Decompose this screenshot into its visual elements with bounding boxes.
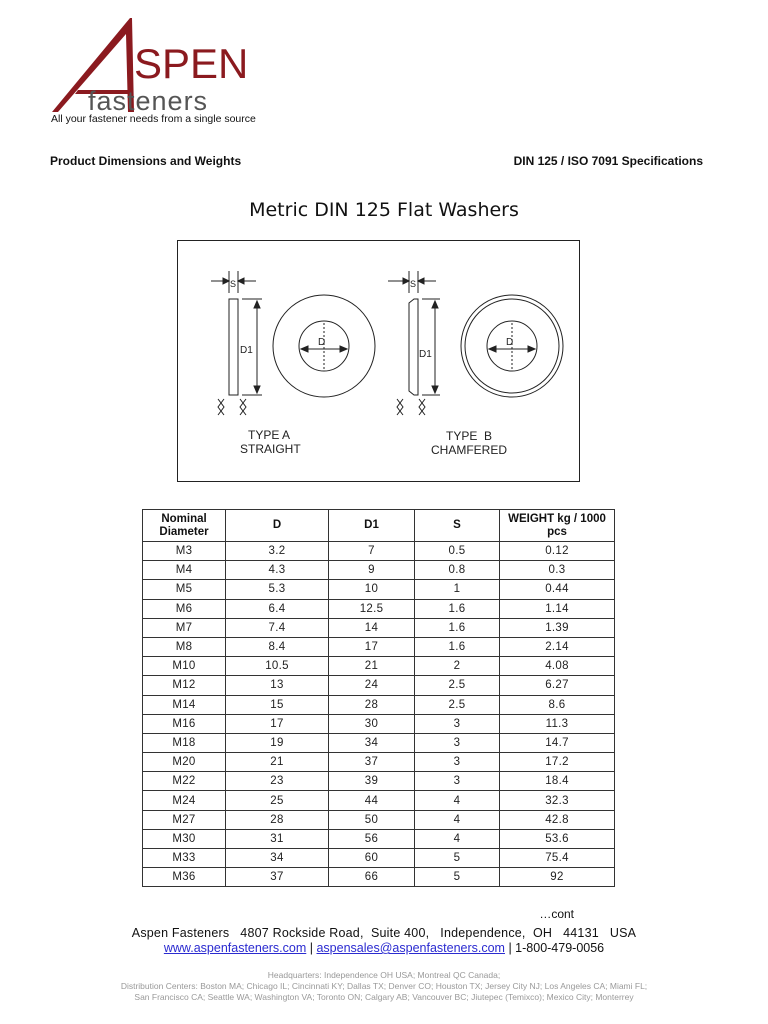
table-cell: 60 <box>329 849 415 868</box>
table-cell: 2.14 <box>500 637 615 656</box>
table-cell: 66 <box>329 868 415 887</box>
table-header-row <box>143 510 615 542</box>
washer-diagram <box>177 240 580 482</box>
table-cell: 3.2 <box>226 542 329 561</box>
table-cell: 18.4 <box>500 772 615 791</box>
table-row <box>143 829 615 848</box>
table-cell: 2 <box>415 657 500 676</box>
table-cell: 13 <box>226 676 329 695</box>
contact-separator: | <box>306 941 317 955</box>
table-row <box>143 791 615 810</box>
logo-brand-text: SPEN <box>134 40 249 87</box>
table-cell: 92 <box>500 868 615 887</box>
table-cell: 5 <box>415 849 500 868</box>
table-row <box>143 868 615 887</box>
label-d1-type-a: D1 <box>240 345 253 356</box>
table-cell: M20 <box>143 753 226 772</box>
table-row <box>143 618 615 637</box>
table-cell: 4 <box>415 810 500 829</box>
headquarters-line: Headquarters: Independence OH USA; Montreal QC Canada; <box>267 970 501 980</box>
table-row <box>143 637 615 656</box>
aspen-fasteners-logo <box>48 14 273 114</box>
table-row <box>143 772 615 791</box>
table-row <box>143 676 615 695</box>
company-address: Aspen Fasteners 4807 Rockside Road, Suite 400, Independence, OH 44131 USA <box>131 926 637 940</box>
table-cell: 11.3 <box>500 714 615 733</box>
table-cell: 4 <box>415 829 500 848</box>
table-cell: 6.27 <box>500 676 615 695</box>
page-heading-left: Product Dimensions and Weights <box>50 154 242 168</box>
logo-sub-text: fasteners <box>88 86 209 114</box>
table-cell: 8.6 <box>500 695 615 714</box>
table-cell: 14.7 <box>500 733 615 752</box>
label-d-type-b: D <box>506 337 514 348</box>
table-cell: 3 <box>415 772 500 791</box>
table-cell: 15 <box>226 695 329 714</box>
type-a-label: TYPE A <box>248 428 291 442</box>
table-cell: M6 <box>143 599 226 618</box>
table-cell: M10 <box>143 657 226 676</box>
distribution-centers-line-1: Distribution Centers: Boston MA; Chicago IL; Cincinnati KY; Dallas TX; Denver CO; Houston TX; Jersey City NJ; Los Angeles CA; Miami FL; <box>120 981 648 991</box>
table-cell: M16 <box>143 714 226 733</box>
table-cell: 28 <box>226 810 329 829</box>
distribution-centers-line-2: San Francisco CA; Seattle WA; Washington VA; Toronto ON; Calgary AB; Vancouver BC; Jiutepec (Temixco); Mexico City; Monterrey <box>134 992 634 1002</box>
table-cell: 17.2 <box>500 753 615 772</box>
table-cell: 56 <box>329 829 415 848</box>
table-cell: 2.5 <box>415 695 500 714</box>
table-cell: 6.4 <box>226 599 329 618</box>
table-cell: M36 <box>143 868 226 887</box>
table-cell: M33 <box>143 849 226 868</box>
table-cell: 1.6 <box>415 618 500 637</box>
table-cell: 10.5 <box>226 657 329 676</box>
table-cell: 7.4 <box>226 618 329 637</box>
table-cell: 53.6 <box>500 829 615 848</box>
header-s: S <box>415 510 500 542</box>
table-cell: 4.08 <box>500 657 615 676</box>
header-weight: WEIGHT kg / 1000 pcs <box>500 510 615 542</box>
header-d: D <box>226 510 329 542</box>
table-cell: 23 <box>226 772 329 791</box>
table-cell: 0.12 <box>500 542 615 561</box>
table-row <box>143 542 615 561</box>
table-cell: 31 <box>226 829 329 848</box>
contact-line <box>0 941 768 955</box>
table-cell: 3 <box>415 733 500 752</box>
document-title: Metric DIN 125 Flat Washers <box>249 199 519 221</box>
table-cell: 21 <box>226 753 329 772</box>
table-cell: 4 <box>415 791 500 810</box>
table-cell: 17 <box>329 637 415 656</box>
table-cell: 0.5 <box>415 542 500 561</box>
tagline: All your fastener needs from a single source <box>51 113 256 125</box>
table-row <box>143 657 615 676</box>
table-cell: 5 <box>415 868 500 887</box>
table-cell: M30 <box>143 829 226 848</box>
table-cell: 0.3 <box>500 561 615 580</box>
table-cell: 7 <box>329 542 415 561</box>
type-a-sublabel: STRAIGHT <box>240 442 301 456</box>
table-cell: M14 <box>143 695 226 714</box>
table-cell: 19 <box>226 733 329 752</box>
table-cell: M3 <box>143 542 226 561</box>
table-row <box>143 733 615 752</box>
table-row <box>143 561 615 580</box>
table-cell: 4.3 <box>226 561 329 580</box>
table-row <box>143 753 615 772</box>
website-link[interactable]: www.aspenfasteners.com <box>163 941 307 955</box>
table-cell: 30 <box>329 714 415 733</box>
table-cell: 28 <box>329 695 415 714</box>
table-cell: 1.6 <box>415 637 500 656</box>
table-cell: 34 <box>329 733 415 752</box>
table-cell: 50 <box>329 810 415 829</box>
table-cell: 10 <box>329 580 415 599</box>
table-cell: 1.39 <box>500 618 615 637</box>
table-body <box>143 542 615 887</box>
table-cell: M22 <box>143 772 226 791</box>
table-cell: 75.4 <box>500 849 615 868</box>
table-row <box>143 695 615 714</box>
table-cell: 0.8 <box>415 561 500 580</box>
table-cell: 9 <box>329 561 415 580</box>
table-cell: 24 <box>329 676 415 695</box>
table-cell: M8 <box>143 637 226 656</box>
label-s-type-a: S <box>230 279 237 289</box>
table-cell: 37 <box>226 868 329 887</box>
table-cell: M24 <box>143 791 226 810</box>
table-cell: 25 <box>226 791 329 810</box>
washer-spec-table <box>142 509 615 887</box>
type-b-sublabel: CHAMFERED <box>431 443 508 457</box>
table-cell: M5 <box>143 580 226 599</box>
header-nominal-diameter: Nominal Diameter <box>143 510 226 542</box>
table-cell: 12.5 <box>329 599 415 618</box>
table-cell: 17 <box>226 714 329 733</box>
table-cell: M18 <box>143 733 226 752</box>
table-cell: 42.8 <box>500 810 615 829</box>
type-b-label: TYPE B <box>446 429 493 443</box>
table-row <box>143 810 615 829</box>
table-cell: 21 <box>329 657 415 676</box>
table-cell: 1.6 <box>415 599 500 618</box>
table-row <box>143 849 615 868</box>
table-cell: 1 <box>415 580 500 599</box>
table-cell: 32.3 <box>500 791 615 810</box>
table-cell: 3 <box>415 714 500 733</box>
label-s-type-b: S <box>410 279 417 289</box>
label-d1-type-b: D1 <box>419 349 432 360</box>
table-row <box>143 580 615 599</box>
table-cell: 39 <box>329 772 415 791</box>
page-heading-right: DIN 125 / ISO 7091 Specifications <box>513 154 703 168</box>
table-row <box>143 714 615 733</box>
table-cell: 3 <box>415 753 500 772</box>
table-row <box>143 599 615 618</box>
header-d1: D1 <box>329 510 415 542</box>
table-cell: 34 <box>226 849 329 868</box>
table-cell: M7 <box>143 618 226 637</box>
table-cell: 2.5 <box>415 676 500 695</box>
table-cell: M12 <box>143 676 226 695</box>
label-d-type-a: D <box>318 337 326 348</box>
table-cell: 14 <box>329 618 415 637</box>
email-link[interactable]: aspensales@aspenfasteners.com <box>316 941 505 955</box>
table-cell: M27 <box>143 810 226 829</box>
table-cell: 44 <box>329 791 415 810</box>
table-cell: 37 <box>329 753 415 772</box>
continued-note: …cont <box>539 907 574 921</box>
phone-number: | 1-800-479-0056 <box>504 941 605 955</box>
table-cell: 1.14 <box>500 599 615 618</box>
table-cell: 8.4 <box>226 637 329 656</box>
table-cell: 5.3 <box>226 580 329 599</box>
table-cell: 0.44 <box>500 580 615 599</box>
table-cell: M4 <box>143 561 226 580</box>
